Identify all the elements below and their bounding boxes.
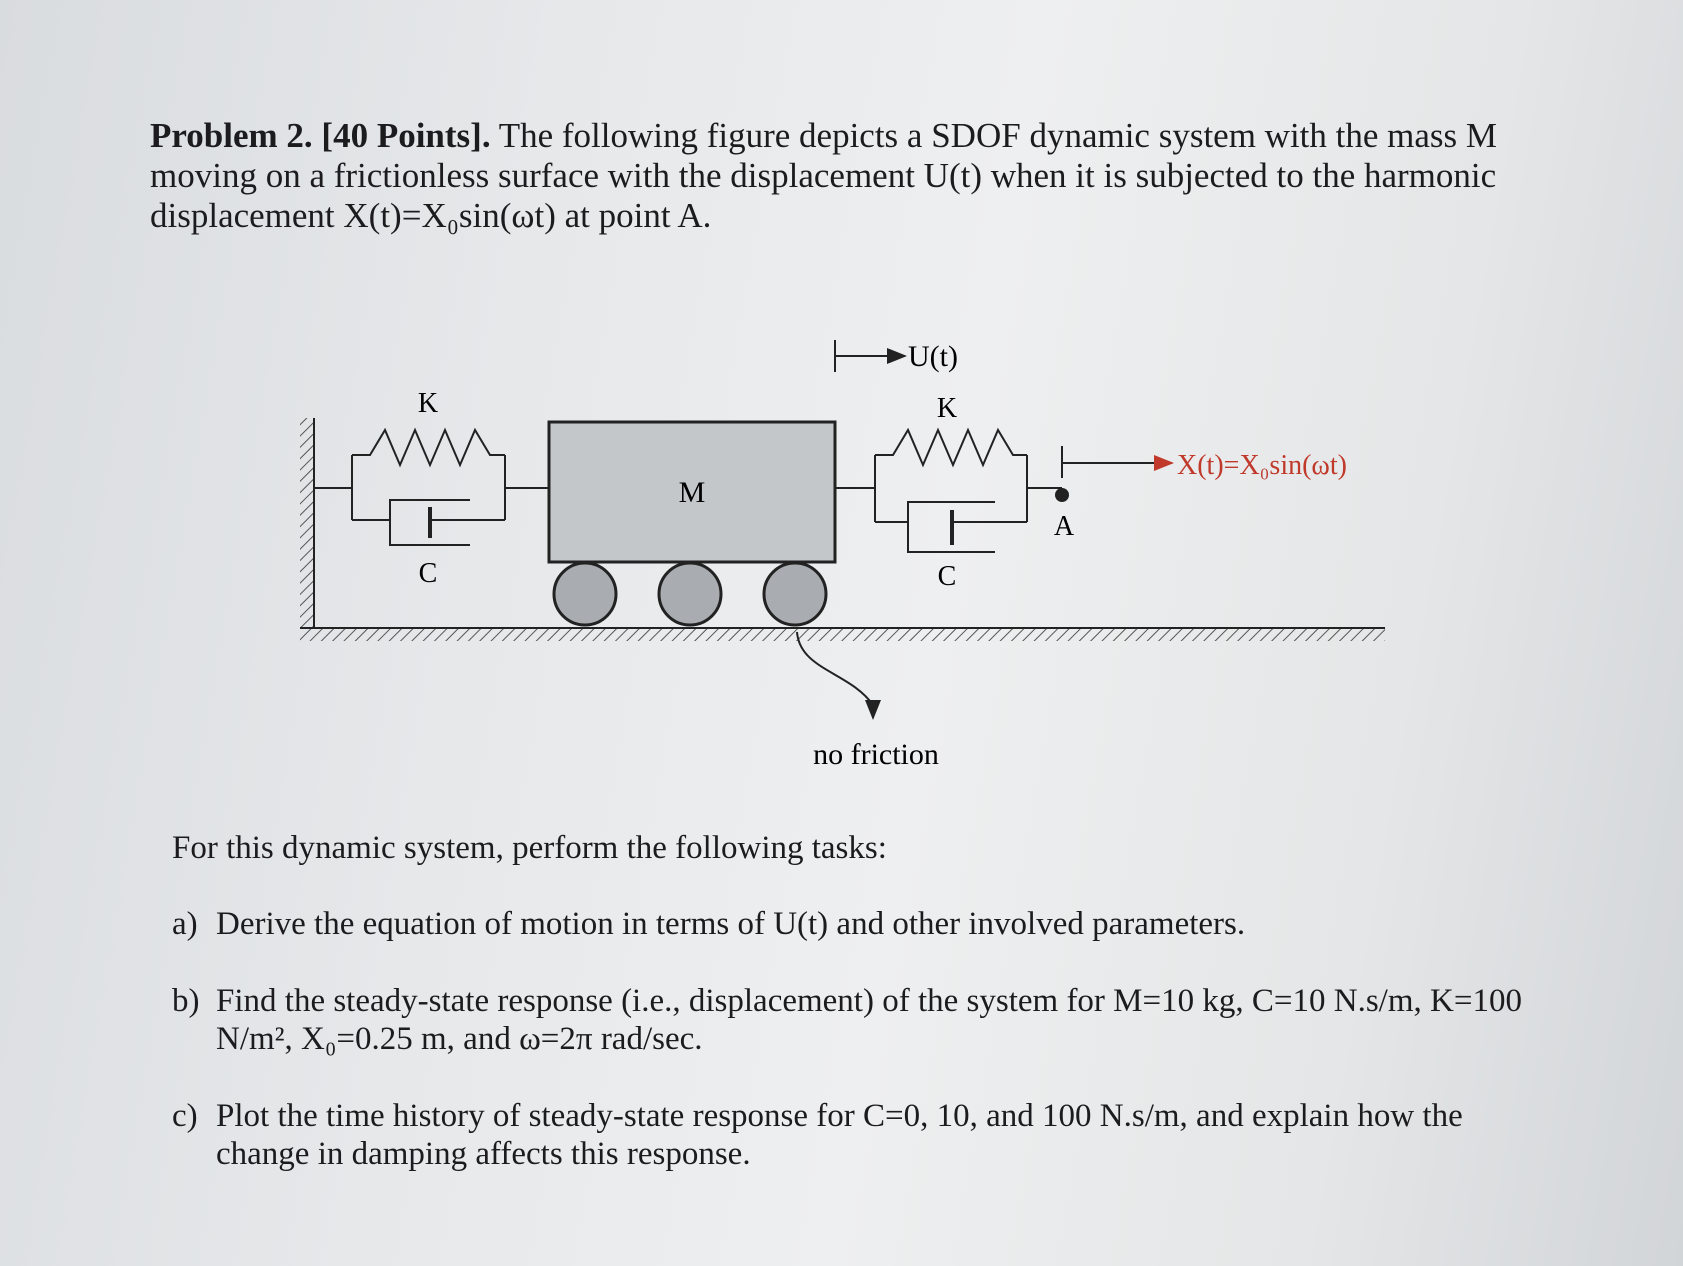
tasks-intro: For this dynamic system, perform the following tasks: xyxy=(172,830,887,866)
left-spring xyxy=(314,430,549,520)
task-label: a) xyxy=(172,906,198,942)
wheel xyxy=(659,563,721,625)
excitation-label: X(t)=X₀sin(ωt) xyxy=(1177,450,1347,481)
problem-heading: Problem 2. [40 Points]. xyxy=(150,116,491,155)
surface-label: no friction xyxy=(813,738,939,771)
task-a xyxy=(172,905,1532,943)
problem-text: The following figure depicts a SDOF dynamic system with the mass M moving on a frictionless surface with the displacement U(t) when it is subjected to the harmonic displacement X(t)=X₀sin(ωt) at point A. xyxy=(150,116,1498,235)
left-damper-label: C xyxy=(418,558,438,589)
wheel xyxy=(554,563,616,625)
right-spring-label: K xyxy=(936,393,958,424)
task-text: Plot the time history of steady-state response for C=0, 10, and 100 N.s/m, and explain how the change in damping affects this response. xyxy=(216,1098,1463,1172)
excitation-arrow xyxy=(1062,446,1172,478)
wheel xyxy=(764,563,826,625)
left-damper xyxy=(352,500,505,545)
right-damper xyxy=(875,502,1027,552)
left-wall xyxy=(300,418,314,628)
right-spring xyxy=(835,430,1062,522)
task-text: Derive the equation of motion in terms of U(t) and other involved parameters. xyxy=(216,906,1246,942)
displacement-label: U(t) xyxy=(908,340,958,373)
task-text: Find the steady-state response (i.e., displacement) of the system for M=10 kg, C=10 N.s/m, K=100 N/m², X₀=0.25 m, and ω=2π rad/sec. xyxy=(216,983,1522,1057)
point-a-label: A xyxy=(1053,511,1075,542)
friction-pointer-arrow xyxy=(797,632,873,718)
left-spring-label: K xyxy=(417,388,439,419)
task-b xyxy=(172,982,1532,1058)
task-label: c) xyxy=(172,1098,198,1134)
point-a-marker xyxy=(1055,488,1069,502)
ground-surface xyxy=(300,628,1385,641)
right-damper-label: C xyxy=(937,561,957,592)
displacement-arrow xyxy=(835,340,905,372)
task-label: b) xyxy=(172,983,200,1019)
task-c xyxy=(172,1097,1532,1173)
mass-label: M xyxy=(678,476,706,509)
